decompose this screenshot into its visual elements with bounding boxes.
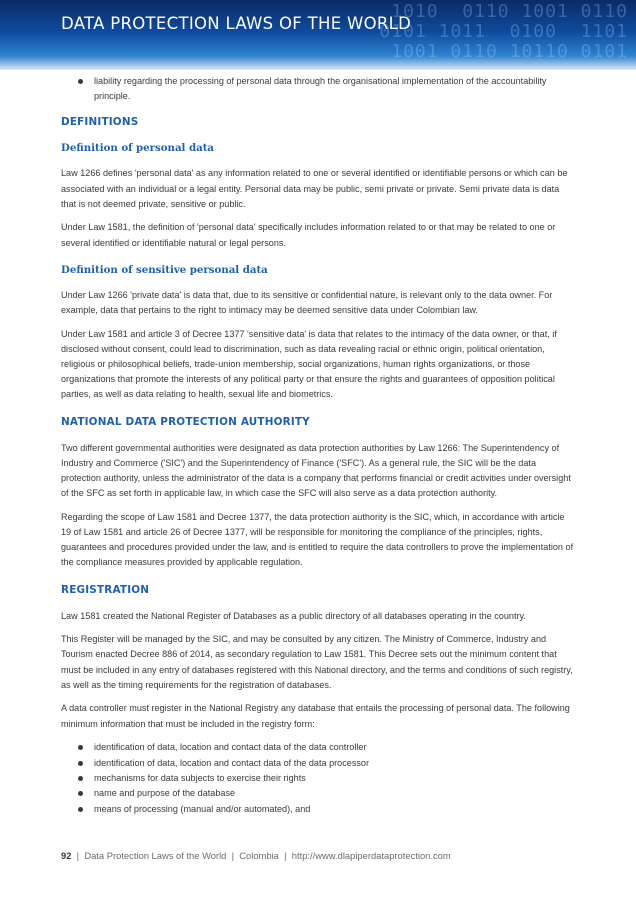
paragraph: Law 1581 created the National Register of Databases as a public directory of all databases operating in the country. bbox=[61, 610, 526, 621]
registry-requirements-list bbox=[61, 740, 575, 817]
binary-pattern-decoration: 1010 0110 1001 0110 0101 1011 0100 1101 1001 0110 10110 0101 bbox=[379, 1, 628, 62]
paragraph: Regarding the scope of Law 1581 and Decree 1377, the data protection authority is the SIC, which, in accordance with article 19 of Law 1581 and article 26 of Decree 1377, will be responsible for monitoring the compliance of the principles, rights, guarantees and procedures provided under the law, and is entitled to require the data controllers to prove the implementation of the compliance measures provided by applicable regulation. bbox=[61, 511, 574, 568]
subheading-sensitive-data: Definition of sensitive personal data bbox=[61, 263, 268, 276]
subheading-personal-data: Definition of personal data bbox=[61, 142, 215, 155]
paragraph: Under Law 1581 and article 3 of Decree 1377 'sensitive data' is data that relates to the intimacy of the data owner, or that, if disclosed without consent, could lead to discrimination, such as data revealing racial or ethnic origin, political orientation, religious or philosophical beliefs, trade-union membership, social organizations, human rights organizations, or those organizations that promote the interests of any political party or that ensure the rights and guarantees of opposition political parties, as well as data relating to health, sexual life and biometrics. bbox=[61, 328, 557, 400]
footer-separator: | bbox=[76, 850, 80, 861]
section-heading-authority: NATIONAL DATA PROTECTION AUTHORITY bbox=[61, 415, 310, 428]
list-item: identification of data, location and contact data of the data controller bbox=[61, 740, 575, 755]
page-number: 92 bbox=[61, 850, 72, 861]
header-banner bbox=[0, 0, 636, 70]
footer-url-link[interactable]: http://www.dlapiperdataprotection.com bbox=[291, 850, 451, 861]
paragraph: A data controller must register in the National Registry any database that entails the processing of personal data. The following minimum information that must be included in the registry form: bbox=[61, 703, 570, 729]
paragraph: Under Law 1266 'private data' is data that, due to its sensitive or confidential nature, is relevant only to the data owner. For example, data that pertains to the right to intimacy may be deemed sensitive data under Colombian law. bbox=[61, 289, 553, 316]
page-title: DATA PROTECTION LAWS OF THE WORLD bbox=[61, 14, 412, 33]
list-item: liability regarding the processing of personal data through the organisational implementation of the accountability principle. bbox=[61, 74, 575, 104]
page-footer bbox=[61, 850, 451, 861]
list-item: mechanisms for data subjects to exercise their rights bbox=[61, 771, 575, 786]
paragraph: Under Law 1581, the definition of 'personal data' specifically includes information related to or that may be related to one or several identified or identifiable natural or legal persons. bbox=[61, 222, 556, 248]
paragraph: Law 1266 defines 'personal data' as any information related to one or several identified or identifiable persons or which can be associated with an individual or a legal entity. Personal data may be public, semi private or private. Semi private data is data that is not deemed private, sensitive or public. bbox=[61, 168, 568, 209]
paragraph: This Register will be managed by the SIC, and may be consulted by any citizen. The Ministry of Commerce, Industry and Tourism enacted Decree 886 of 2014, as secondary regulation to Law 1581. This Decree sets out the minimum content that must be included in any entry of databases registered with this National directory, and the terms and conditions of such registry, as well as the timing requirements for the registration of databases. bbox=[61, 634, 573, 690]
document-body bbox=[61, 74, 575, 825]
footer-separator: | bbox=[284, 850, 287, 861]
footer-publication: Data Protection Laws of the World bbox=[84, 850, 227, 861]
section-heading-definitions: DEFINITIONS bbox=[61, 116, 139, 129]
list-item: name and purpose of the database bbox=[61, 786, 575, 801]
intro-bullet-list bbox=[61, 74, 575, 104]
footer-separator: | bbox=[231, 850, 235, 861]
paragraph: Two different governmental authorities were designated as data protection authorities by Law 1266: The Superintendency of Industry and Commerce ('SIC') and the Superintendency of Finance ('SFC'). As a general rule, the SIC will be the data protection authority, unless the administrator of the data is a company that performs financial or credit activities under oversight of the SFC as set forth in applicable law, in which case the SFC will also serve as a data protection authority. bbox=[61, 442, 571, 499]
list-item: means of processing (manual and/or automated), and bbox=[61, 802, 575, 817]
section-heading-registration: REGISTRATION bbox=[61, 583, 150, 596]
footer-country: Colombia bbox=[239, 850, 279, 861]
list-item: identification of data, location and contact data of the data processor bbox=[61, 756, 575, 771]
